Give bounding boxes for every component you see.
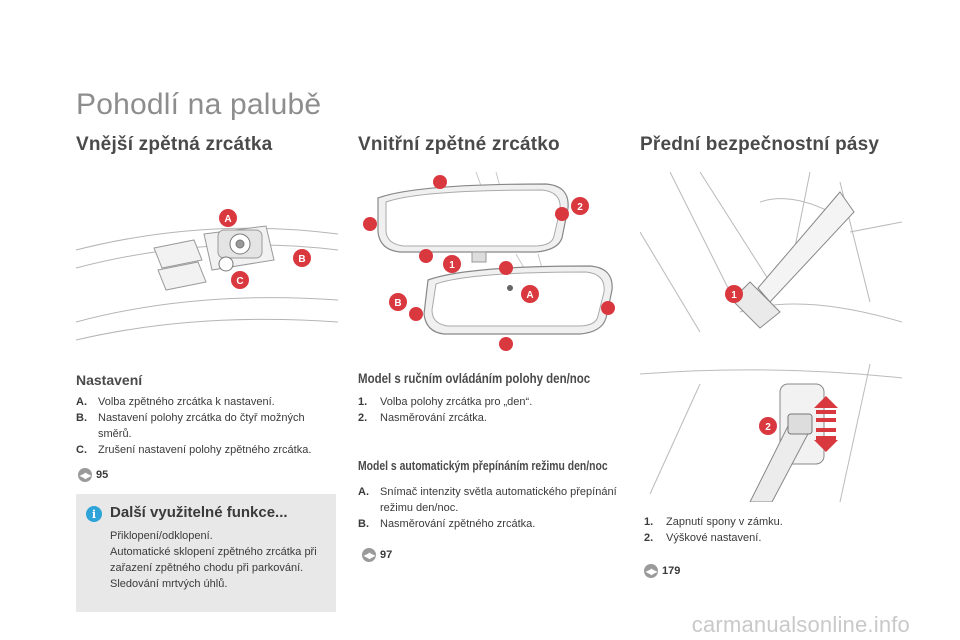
page-reference-179[interactable]: ◀▶ 179: [645, 565, 681, 577]
section-title-interior-mirror: Vnitřní zpětné zrcátko: [358, 134, 560, 155]
list-item: A. Snímač intenzity světla automatického přepínání režimu den/noc.: [358, 486, 617, 514]
seat-belt-list: [644, 514, 900, 546]
list-item: A. Volba zpětného zrcátka k nastavení.: [76, 396, 275, 408]
subtitle-adjustment: Nastavení: [76, 372, 143, 388]
page-arrows-icon: ◀▶: [78, 468, 92, 482]
fig-label-b: B: [298, 254, 306, 265]
fig-label-2: 2: [577, 202, 583, 213]
info-text: Přiklopení/odklopení. Automatické sklopení zpětného zrcátka při zařazení zpětného chodu při parkování. Sledování mrtvých úhlů.: [110, 530, 317, 590]
fig-label-c: C: [236, 276, 244, 287]
list-item: B. Nasměrování zpětného zrcátka.: [358, 518, 536, 530]
page-title: Pohodlí na palubě: [76, 88, 322, 121]
info-icon: i: [86, 506, 102, 522]
exterior-mirror-list: [76, 394, 338, 458]
subtitle-manual-model: Model s ručním ovládáním polohy den/noc: [358, 370, 591, 386]
list-item: B. Nastavení polohy zrcátka do čtyř možných směrů.: [76, 412, 305, 440]
interior-mirror-figure: [356, 168, 622, 358]
list-item: 2. Nasměrování zrcátka.: [358, 412, 487, 424]
section-title-exterior-mirrors: Vnější zpětná zrcátka: [76, 134, 273, 155]
list-item: C. Zrušení nastavení polohy zpětného zrcátka.: [76, 444, 312, 456]
exterior-mirror-control-figure: [76, 172, 338, 350]
fig-label-b: B: [394, 298, 402, 309]
list-item: 1. Zapnutí spony v zámku.: [644, 516, 783, 528]
page-arrows-icon: ◀▶: [644, 564, 658, 578]
seat-belt-buckle-figure: [640, 172, 902, 334]
info-box: [76, 494, 336, 612]
fig-label-2: 2: [765, 422, 771, 433]
subtitle-automatic-model: Model s automatickým přepínáním režimu den/noc: [358, 458, 608, 473]
section-title-seat-belts: Přední bezpečnostní pásy: [640, 134, 880, 155]
page-arrows-icon: ◀▶: [362, 548, 376, 562]
manual-mirror-list: [358, 394, 618, 426]
fig-label-a: A: [526, 290, 534, 301]
fig-label-1: 1: [731, 290, 737, 301]
automatic-mirror-list: [358, 484, 620, 532]
list-item: 1. Volba polohy zrcátka pro „den“.: [358, 396, 533, 408]
page-reference-97[interactable]: ◀▶ 97: [363, 549, 393, 561]
info-title: Další využitelné funkce...: [110, 504, 288, 521]
list-item: 2. Výškové nastavení.: [644, 532, 762, 544]
fig-label-a: A: [224, 214, 232, 225]
fig-label-1: 1: [449, 260, 455, 271]
seat-belt-height-figure: [640, 344, 902, 502]
page-reference-95[interactable]: ◀▶ 95: [79, 469, 109, 481]
watermark: carmanualsonline.info: [691, 612, 910, 637]
